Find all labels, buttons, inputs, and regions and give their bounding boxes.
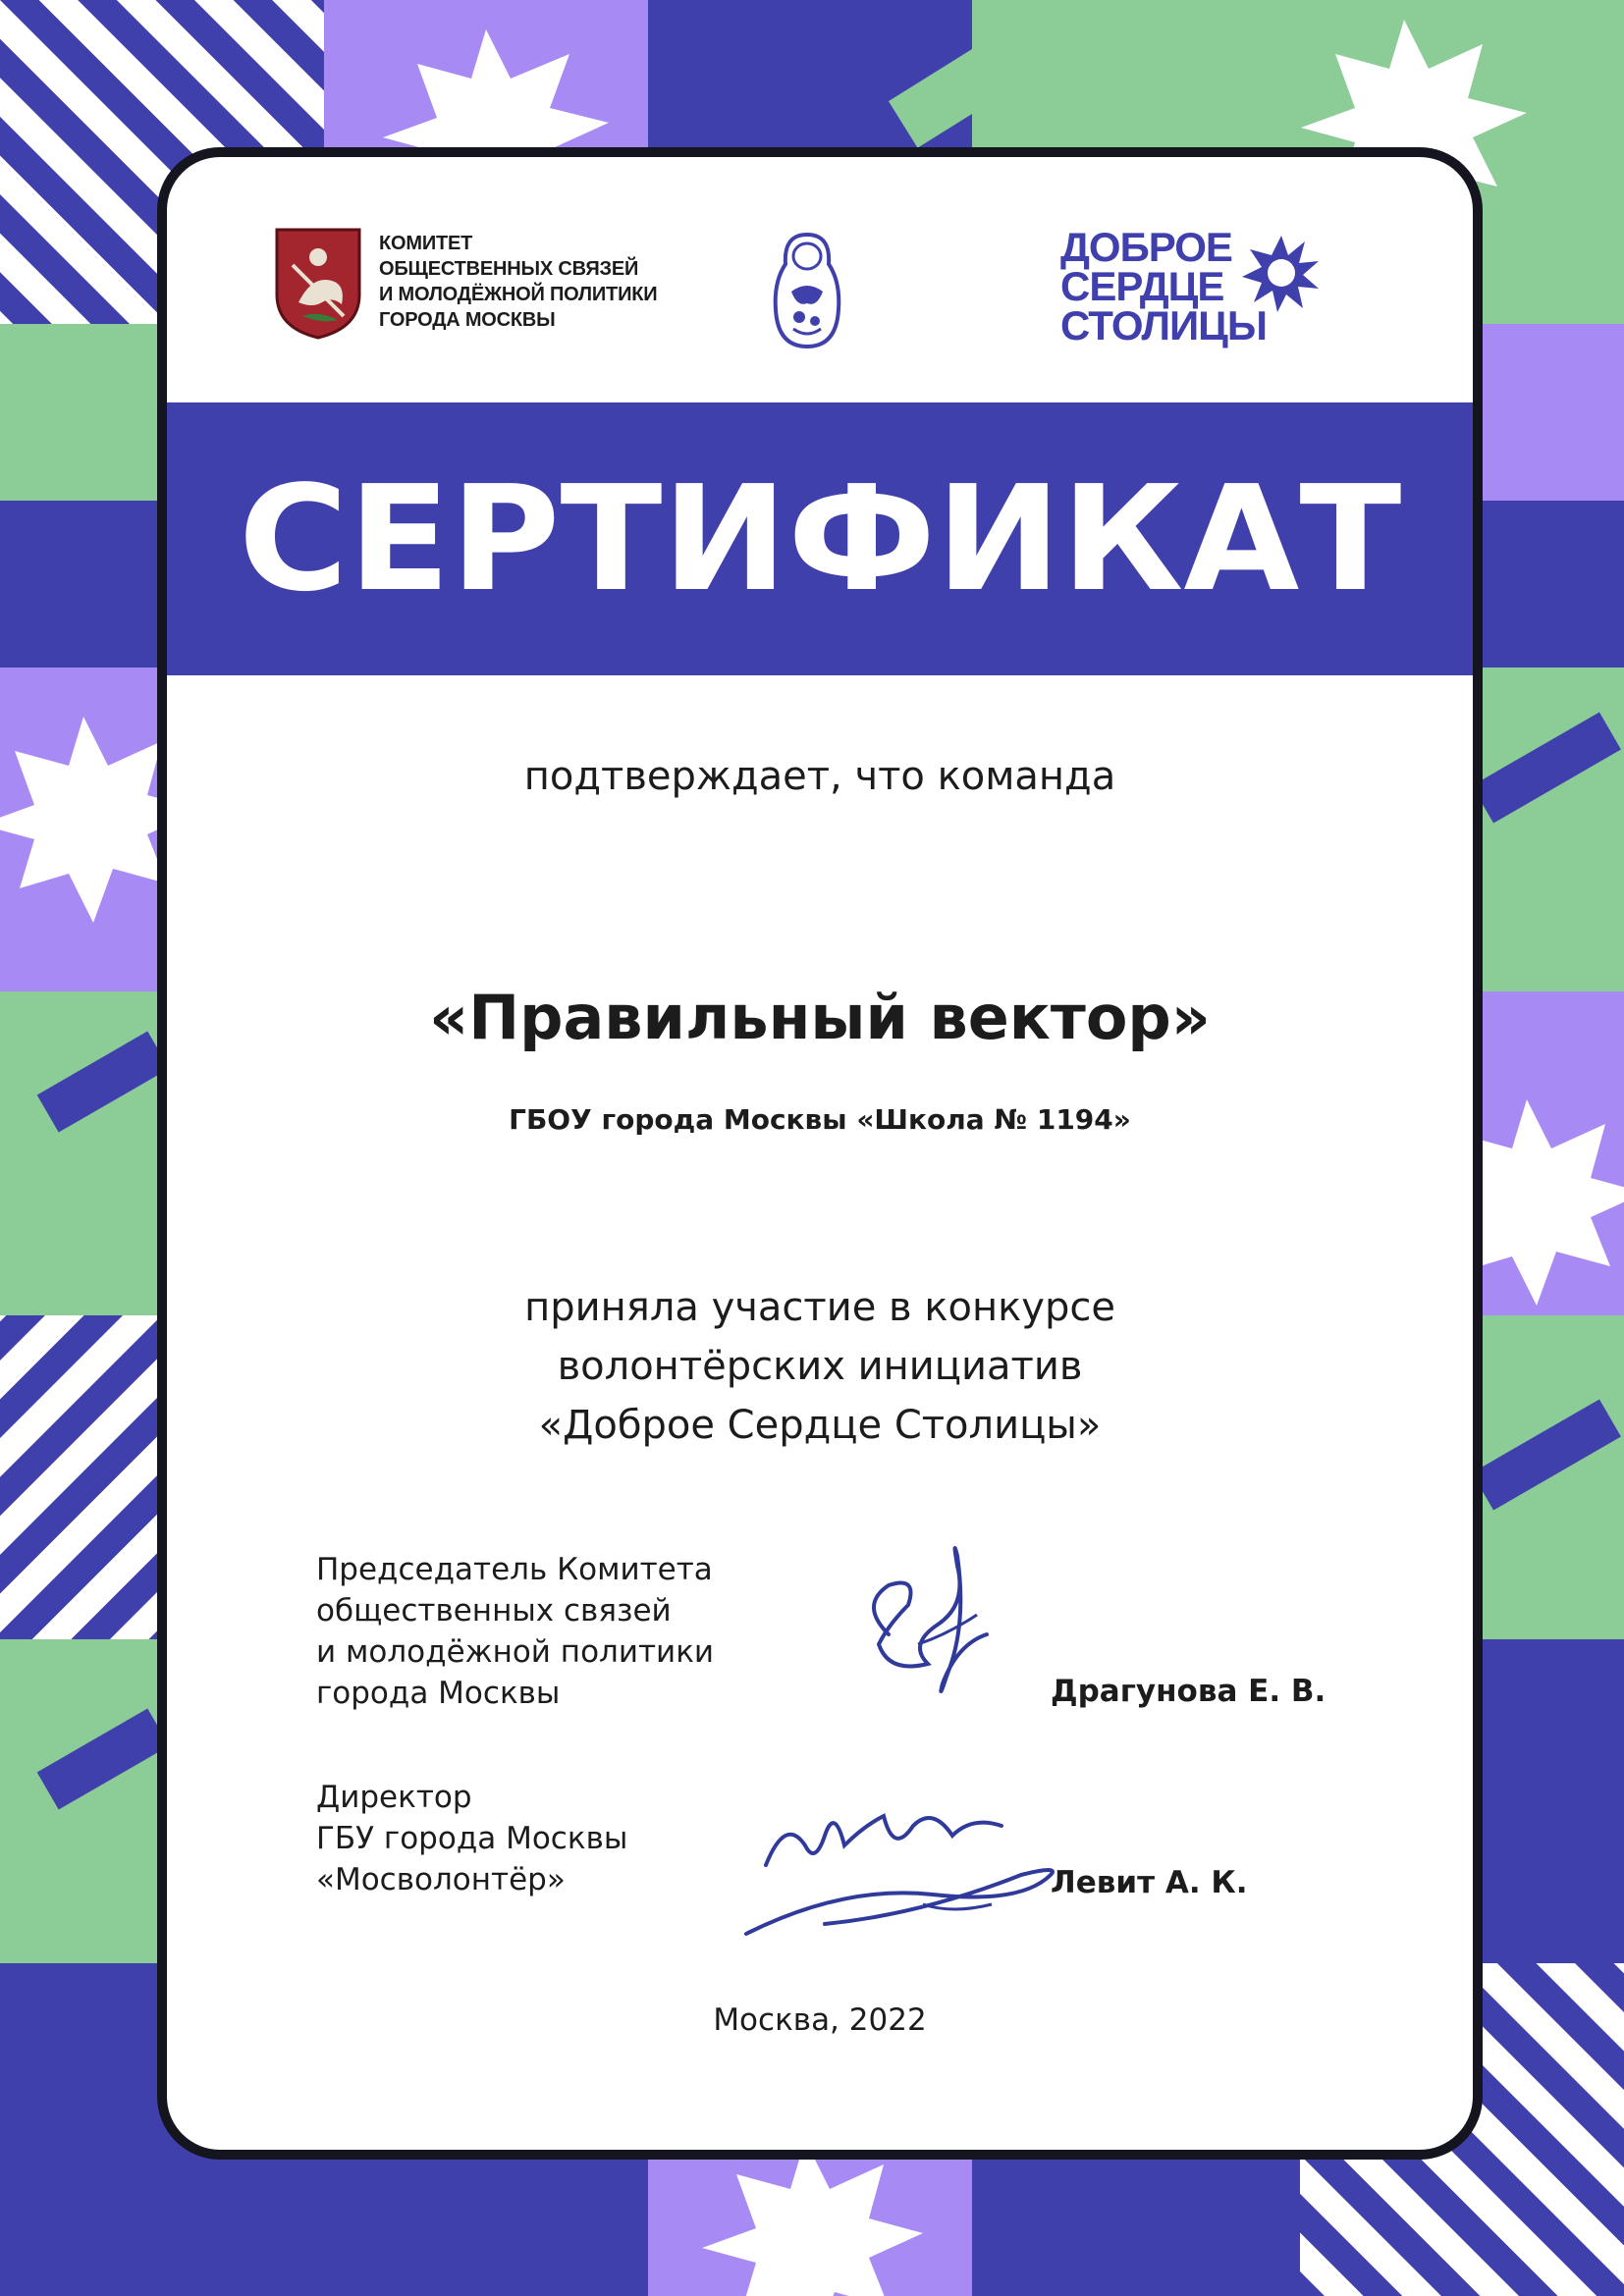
signatory-1-role: Председатель Комитета общественных связей и молодёжной политики города Москвы: [316, 1552, 715, 1711]
place-year: Москва, 2022: [713, 2002, 927, 2038]
certificate-title: СЕРТИФИКАТ: [238, 454, 1402, 623]
burst-star-icon: [1242, 234, 1321, 312]
participation-text: приняла участие в конкурсе волонтёрских инициатив «Доброе Сердце Столицы»: [524, 1285, 1115, 1448]
logo-header: [167, 157, 1473, 402]
signature-1: [849, 1526, 1046, 1723]
signatory-2-name: Левит А. К.: [1051, 1865, 1248, 1900]
committee-logo: [273, 226, 666, 344]
signature-2: [727, 1767, 1119, 1944]
team-name: «Правильный вектор»: [429, 982, 1211, 1053]
brand-name: ДОБРОЕ СЕРДЦЕ СТОЛИЦЫ: [1060, 224, 1267, 348]
signatory-1-name: Драгунова Е. В.: [1051, 1674, 1326, 1709]
confirms-text: подтверждает, что команда: [523, 754, 1116, 799]
school-name: ГБОУ города Москвы «Школа № 1194»: [509, 1103, 1131, 1136]
certificate-card: [157, 147, 1483, 2160]
dobroe-serdtse-logo: [1060, 224, 1375, 355]
title-banner: [167, 402, 1473, 675]
signatory-2-role: Директор ГБУ города Москвы «Мосволонтёр»: [316, 1780, 628, 1897]
committee-name: КОМИТЕТ ОБЩЕСТВЕННЫХ СВЯЗЕЙ И МОЛОДЁЖНОЙ ПОЛИТИКИ ГОРОДА МОСКВЫ: [379, 233, 658, 331]
moscow-coat-of-arms-icon: [273, 226, 363, 342]
matryoshka-icon: [772, 231, 842, 350]
